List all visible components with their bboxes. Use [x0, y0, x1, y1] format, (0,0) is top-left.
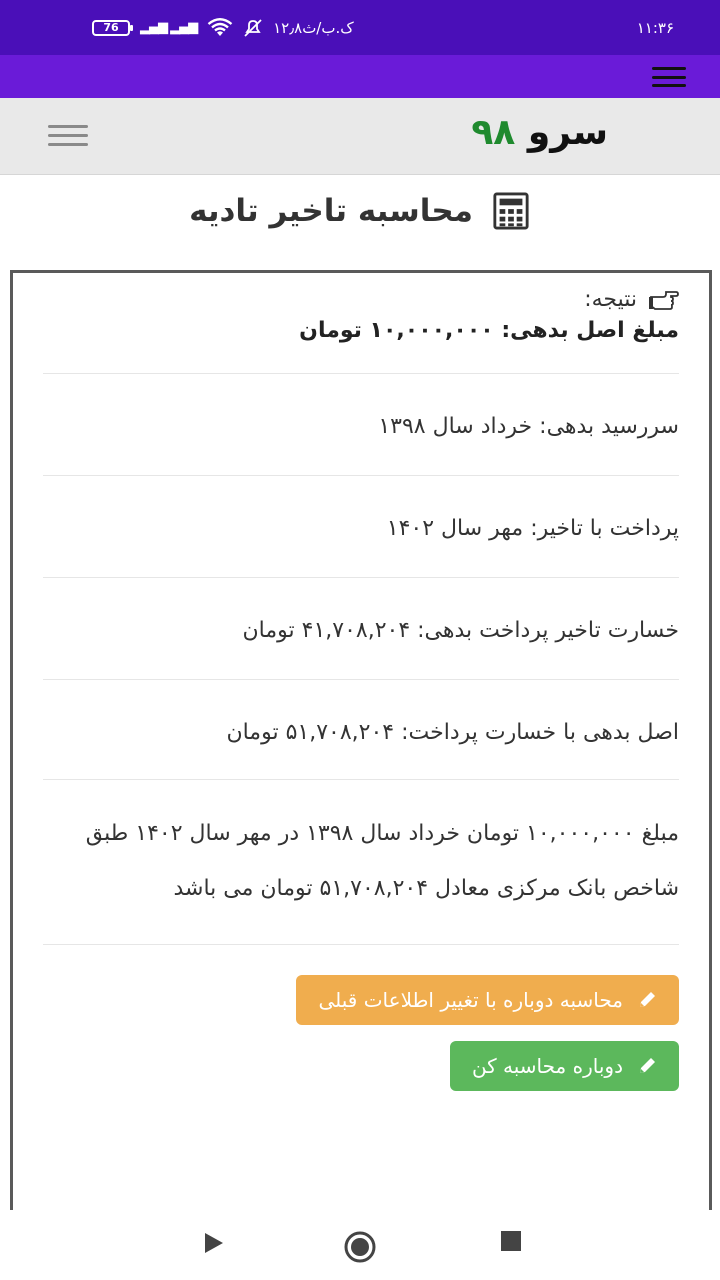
home-icon[interactable]	[343, 1230, 377, 1264]
payment-date: پرداخت با تاخیر: مهر سال ۱۴۰۲	[386, 516, 679, 541]
logo-word-1: سرو	[527, 112, 608, 153]
battery-icon: 76	[92, 20, 130, 36]
page-title	[0, 192, 720, 230]
menu-icon[interactable]	[652, 67, 686, 87]
navigation-bar	[0, 1210, 720, 1280]
result-card	[10, 270, 712, 1270]
top-bar	[0, 55, 720, 98]
status-icons	[92, 18, 354, 38]
site-header	[0, 98, 720, 175]
site-menu-icon[interactable]	[48, 125, 88, 146]
hand-pointing-icon	[649, 288, 679, 312]
recents-icon[interactable]	[500, 1230, 522, 1252]
result-heading	[43, 287, 679, 312]
site-logo[interactable]	[471, 112, 608, 153]
page-title-text: محاسبه تاخیر تادیه	[189, 193, 473, 229]
recalculate-label: دوباره محاسبه کن	[471, 1054, 623, 1078]
bell-off-icon	[243, 18, 263, 38]
pencil-icon	[637, 1056, 657, 1076]
back-icon[interactable]	[203, 1230, 225, 1256]
signal-icon: ▂▄▆ ▂▄▆	[140, 20, 198, 35]
network-speed: ۱۲٫۸ک.ب/ث	[273, 18, 354, 37]
recalculate-button[interactable]	[450, 1041, 679, 1091]
recalc-with-changes-label: محاسبه دوباره با تغییر اطلاعات قبلی	[318, 988, 623, 1012]
recalc-with-changes-button[interactable]	[296, 975, 679, 1025]
due-date: سررسید بدهی: خرداد سال ۱۳۹۸	[378, 414, 679, 439]
principal-amount: مبلغ اصل بدهی: ۱۰,۰۰۰,۰۰۰ تومان	[299, 318, 679, 343]
status-bar	[0, 0, 720, 55]
calculator-icon	[491, 192, 531, 230]
wifi-icon	[207, 18, 233, 38]
result-heading-text: نتیجه:	[584, 287, 637, 312]
summary-text: مبلغ ۱۰,۰۰۰,۰۰۰ تومان خرداد سال ۱۳۹۸ در مهر سال ۱۴۰۲ طبق شاخص بانک مرکزی معادل ۵۱,۷۰۸,۲۰۴ تومان می باشد	[85, 821, 679, 901]
clock: ۱۱:۳۶	[636, 18, 674, 37]
logo-word-2: ۹۸	[471, 112, 516, 153]
pencil-icon	[637, 990, 657, 1010]
late-damage: خسارت تاخیر پرداخت بدهی: ۴۱,۷۰۸,۲۰۴ تومان	[242, 618, 679, 643]
total-amount: اصل بدهی با خسارت پرداخت: ۵۱,۷۰۸,۲۰۴ تومان	[226, 720, 679, 745]
